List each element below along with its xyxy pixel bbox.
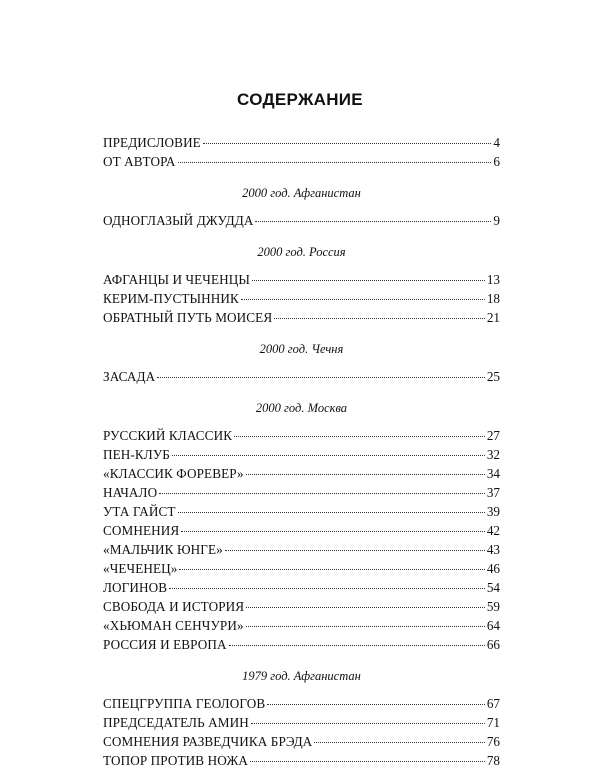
toc-entry[interactable] [103, 751, 500, 770]
dot-leader [246, 626, 485, 627]
toc-entry-label: «КЛАССИК ФОРЕВЕР» [103, 466, 244, 481]
dot-leader [241, 299, 485, 300]
toc-entry-page-number: 42 [486, 523, 500, 538]
toc-entry-page-number: 37 [486, 485, 500, 500]
toc-entry-page-number: 76 [486, 734, 500, 749]
toc-entry-page-number: 25 [486, 369, 500, 384]
toc-entry[interactable] [103, 502, 500, 521]
toc-entry[interactable] [103, 578, 500, 597]
toc-entry[interactable] [103, 540, 500, 559]
dot-leader [229, 645, 485, 646]
toc-section [103, 242, 500, 327]
toc-entry[interactable] [103, 635, 500, 654]
dot-leader [246, 474, 485, 475]
dot-leader [178, 512, 485, 513]
toc-entry-label: КЕРИМ-ПУСТЫННИК [103, 291, 239, 306]
dot-leader [225, 550, 485, 551]
toc-entry[interactable] [103, 616, 500, 635]
toc-entry[interactable] [103, 559, 500, 578]
toc-entry-label: «МАЛЬЧИК ЮНГЕ» [103, 542, 223, 557]
toc-entry-page-number: 39 [486, 504, 500, 519]
dot-leader [314, 742, 485, 743]
toc-entry[interactable] [103, 152, 500, 171]
toc-entry[interactable] [103, 732, 500, 751]
dot-leader [246, 607, 485, 608]
toc-entry-label: ЗАСАДА [103, 369, 156, 384]
toc-entry-page-number: 78 [486, 753, 500, 768]
toc-entry-page-number: 32 [486, 447, 500, 462]
toc-entry-page-number: 34 [486, 466, 500, 481]
toc-entry-label: ПРЕДСЕДАТЕЛЬ АМИН [103, 715, 249, 730]
toc-entry[interactable] [103, 211, 500, 230]
dot-leader [251, 723, 485, 724]
toc-entry-page-number: 43 [486, 542, 500, 557]
toc-section [103, 666, 500, 770]
toc-entry[interactable] [103, 483, 500, 502]
toc-entry-label: ТОПОР ПРОТИВ НОЖА [103, 753, 249, 768]
toc-entry-page-number: 6 [493, 154, 500, 169]
toc-entry-label: ОБРАТНЫЙ ПУТЬ МОИСЕЯ [103, 310, 273, 325]
dot-leader [178, 162, 492, 163]
dot-leader [274, 318, 485, 319]
toc-entry-label: УТА ГАЙСТ [103, 504, 176, 519]
section-heading: 2000 год. Москва [255, 401, 348, 415]
dot-leader [172, 455, 485, 456]
toc-section [103, 339, 500, 386]
toc-section [103, 398, 500, 654]
toc-entry[interactable] [103, 694, 500, 713]
toc-entry-page-number: 21 [486, 310, 500, 325]
section-heading: 2000 год. Афганистан [242, 186, 361, 200]
toc-entry-label: ЛОГИНОВ [103, 580, 168, 595]
dot-leader [169, 588, 485, 589]
toc-entry-page-number: 54 [486, 580, 500, 595]
toc-entry-label: ОДНОГЛАЗЫЙ ДЖУДДА [103, 213, 254, 228]
toc-entry[interactable] [103, 308, 500, 327]
toc-entry[interactable] [103, 464, 500, 483]
toc-entry-label: СОМНЕНИЯ РАЗВЕДЧИКА БРЭДА [103, 734, 313, 749]
toc-entry-page-number: 64 [486, 618, 500, 633]
toc-section [103, 183, 500, 230]
dot-leader [159, 493, 485, 494]
toc-entry-label: ОТ АВТОРА [103, 154, 176, 169]
toc-entry-label: ПРЕДИСЛОВИЕ [103, 135, 201, 150]
table-of-contents [103, 133, 500, 770]
dot-leader [234, 436, 485, 437]
toc-entry-page-number: 9 [493, 213, 500, 228]
toc-entry-label: ПЕН-КЛУБ [103, 447, 170, 462]
toc-entry[interactable] [103, 367, 500, 386]
dot-leader [203, 143, 492, 144]
section-heading: 2000 год. Чечня [259, 342, 344, 356]
toc-entry[interactable] [103, 713, 500, 732]
toc-entry-page-number: 27 [486, 428, 500, 443]
toc-entry-label: НАЧАЛО [103, 485, 158, 500]
toc-entry-label: СВОБОДА И ИСТОРИЯ [103, 599, 245, 614]
dot-leader [157, 377, 485, 378]
page-title: СОДЕРЖАНИЕ [237, 90, 363, 109]
toc-entry[interactable] [103, 133, 500, 152]
section-heading: 2000 год. Россия [257, 245, 346, 259]
toc-entry-page-number: 4 [493, 135, 500, 150]
toc-entry-label: СПЕЦГРУППА ГЕОЛОГОВ [103, 696, 266, 711]
section-heading: 1979 год. Афганистан [242, 669, 361, 683]
dot-leader [255, 221, 491, 222]
dot-leader [181, 531, 485, 532]
toc-entry-page-number: 66 [486, 637, 500, 652]
toc-entry-label: АФГАНЦЫ И ЧЕЧЕНЦЫ [103, 272, 250, 287]
toc-entry-page-number: 13 [486, 272, 500, 287]
toc-entry[interactable] [103, 597, 500, 616]
toc-entry[interactable] [103, 270, 500, 289]
toc-entry[interactable] [103, 521, 500, 540]
dot-leader [179, 569, 484, 570]
toc-entry-label: «ХЬЮМАН СЕНЧУРИ» [103, 618, 244, 633]
toc-section [103, 133, 500, 171]
dot-leader [267, 704, 485, 705]
toc-entry-page-number: 59 [486, 599, 500, 614]
dot-leader [250, 761, 485, 762]
toc-entry-page-number: 71 [486, 715, 500, 730]
toc-entry-label: РУССКИЙ КЛАССИК [103, 428, 233, 443]
toc-entry-page-number: 46 [486, 561, 500, 576]
toc-entry[interactable] [103, 289, 500, 308]
toc-entry[interactable] [103, 426, 500, 445]
dot-leader [252, 280, 485, 281]
toc-entry-page-number: 18 [486, 291, 500, 306]
toc-entry-page-number: 67 [486, 696, 500, 711]
toc-entry-label: СОМНЕНИЯ [103, 523, 180, 538]
toc-entry[interactable] [103, 445, 500, 464]
toc-entry-label: «ЧЕЧЕНЕЦ» [103, 561, 178, 576]
toc-entry-label: РОССИЯ И ЕВРОПА [103, 637, 227, 652]
